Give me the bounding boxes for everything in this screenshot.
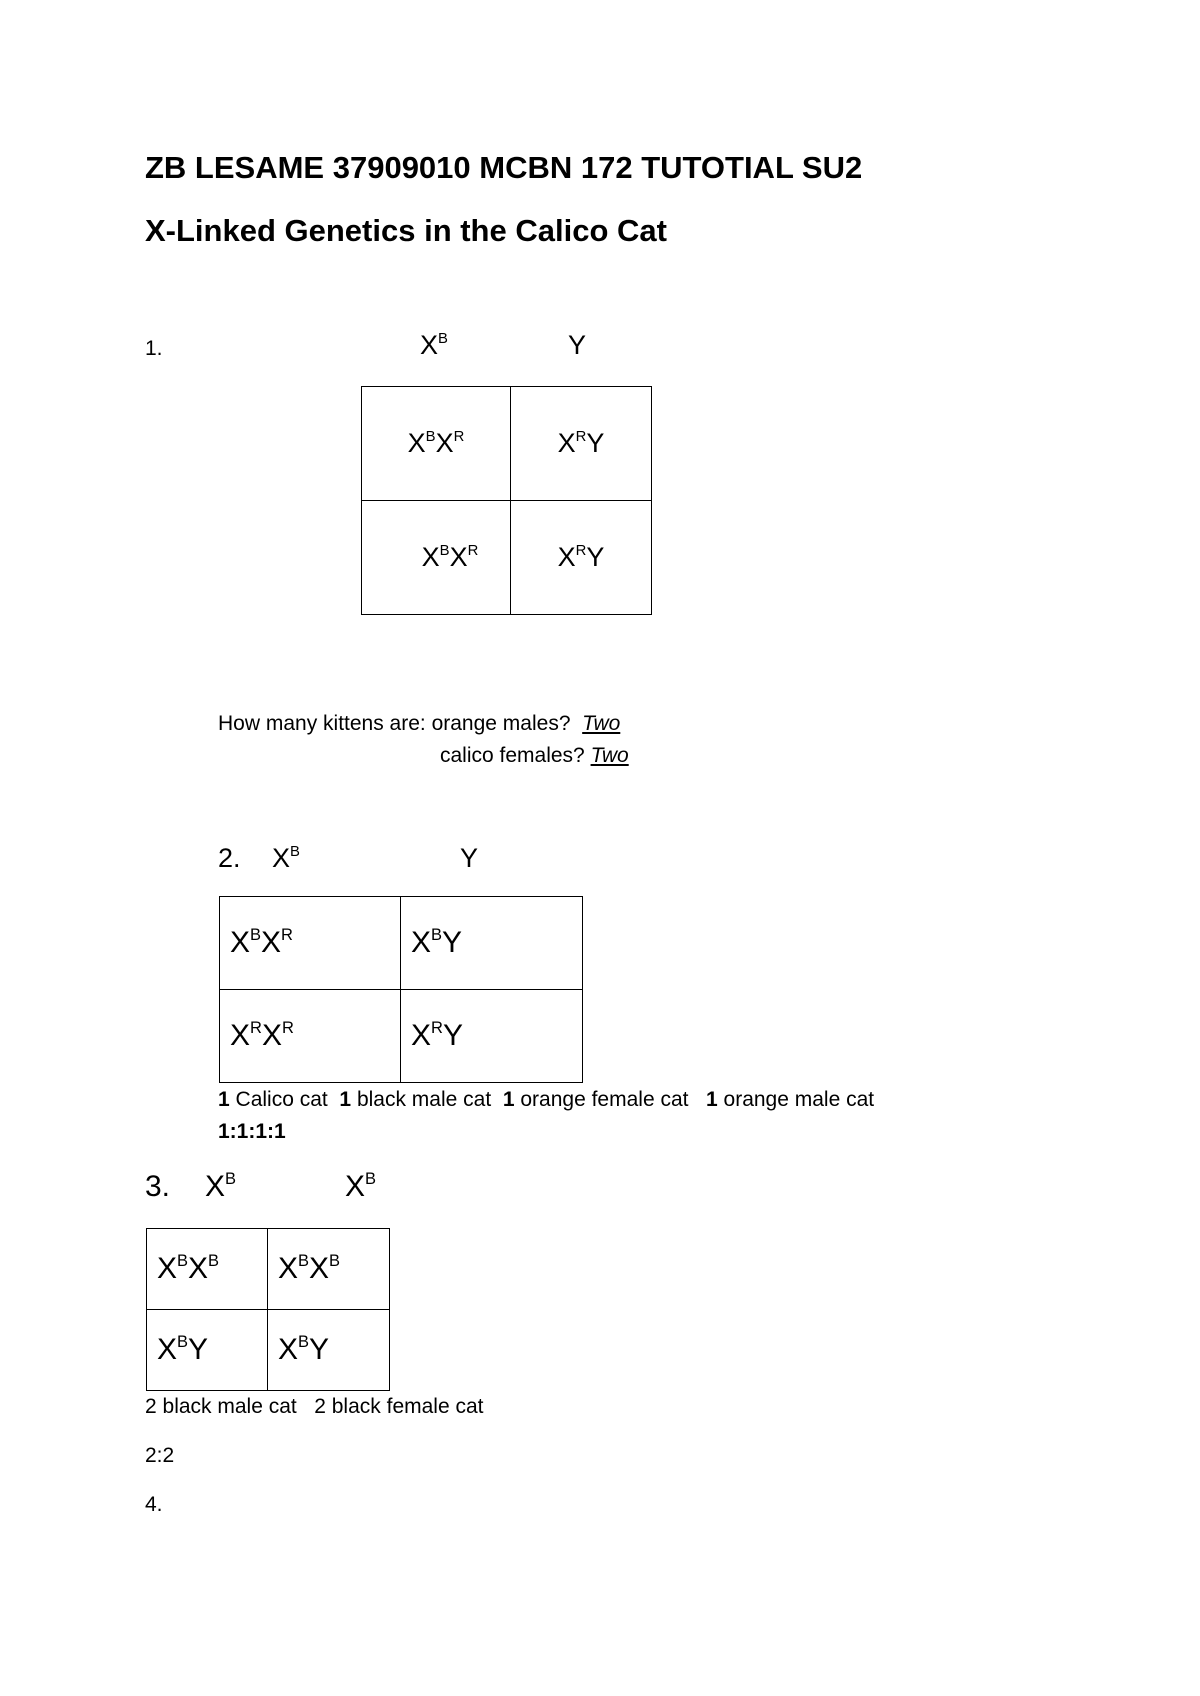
document-title: ZB LESAME 37909010 MCBN 172 TUTOTIAL SU2 — [145, 150, 863, 185]
punnett-cell: $X^RY$ — [511, 387, 652, 501]
q1-question-orange-males: How many kittens are: orange males? Two — [218, 712, 621, 735]
punnett-cell: $X^RX^R$ — [220, 990, 401, 1083]
punnett-cell: $X^BX^B$ — [147, 1229, 268, 1310]
punnett-cell: $X^BX^R$ — [220, 897, 401, 990]
q2-summary: 1 Calico cat 1 black male cat 1 orange female cat 1 orange male cat — [218, 1088, 875, 1111]
punnett-cell: $X^BX^B$ — [268, 1229, 390, 1310]
punnett-square-1 — [361, 386, 652, 615]
punnett-cell: $X^BY$ — [401, 897, 583, 990]
punnett-cell: $X^BX^R$ — [362, 501, 511, 615]
q3-summary: 2 black male cat 2 black female cat — [145, 1395, 484, 1418]
q3-ratio: 2:2 — [145, 1444, 175, 1467]
q2-col-header-2: Y — [460, 843, 479, 873]
punnett-square-2 — [219, 896, 583, 1083]
q1-question-calico-females: calico females? Two — [440, 744, 629, 767]
punnett-square-3 — [146, 1228, 390, 1391]
punnett-cell: $X^BX^R$ — [362, 387, 511, 501]
q1-answer-calico-females: Two — [590, 744, 629, 767]
q1-answer-orange-males: Two — [582, 712, 621, 735]
punnett-cell: $X^BY$ — [268, 1310, 390, 1391]
q3-col-header-1: $X^B$ — [205, 1169, 237, 1203]
q3-col-header-2: $X^B$ — [345, 1169, 377, 1203]
q2-col-header-1: $X^B$ — [272, 843, 300, 873]
punnett-cell: $X^RY$ — [511, 501, 652, 615]
punnett-cell: $X^RY$ — [401, 990, 583, 1083]
question-4-number: 4. — [145, 1493, 163, 1516]
q1-col-header-2: Y — [568, 330, 587, 360]
q1-col-header-1: $X^B$ — [420, 330, 448, 360]
question-2-number: 2. — [218, 843, 241, 873]
question-1-number: 1. — [145, 337, 163, 360]
question-3-number: 3. — [145, 1170, 171, 1203]
q2-ratio: 1:1:1:1 — [218, 1120, 286, 1143]
punnett-cell: $X^BY$ — [147, 1310, 268, 1391]
document-subtitle: X-Linked Genetics in the Calico Cat — [145, 213, 667, 248]
